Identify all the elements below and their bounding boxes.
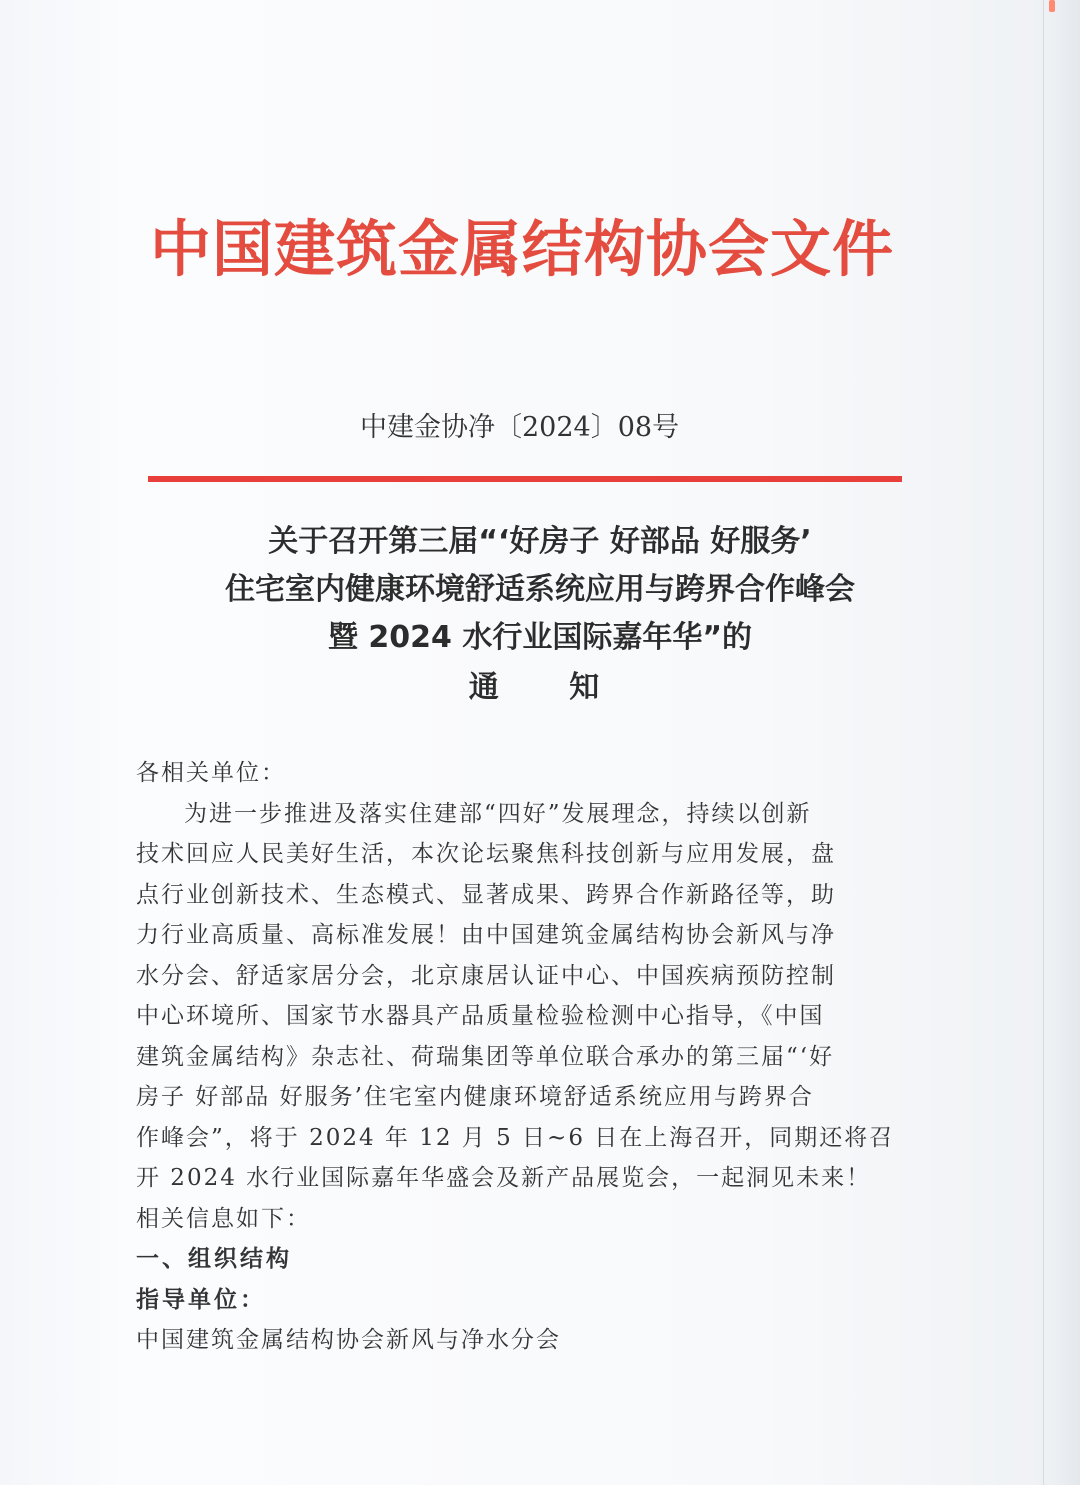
body-line: 相关信息如下： xyxy=(136,1205,311,1232)
body-line: 建筑金属结构》杂志社、荷瑞集团等单位联合承办的第三届“‘好 xyxy=(136,1043,835,1070)
notice-title-line-3: 暨 2024 水行业国际嘉年华”的 xyxy=(327,620,753,655)
body-line: 为进一步推进及落实住建部“四好”发展理念，持续以创新 xyxy=(184,800,812,827)
section-heading: 一、组织结构 xyxy=(136,1245,292,1272)
corner-mark xyxy=(1049,0,1055,12)
page-edge-line xyxy=(1043,0,1044,1485)
notice-title-line-2: 住宅室内健康环境舒适系统应用与跨界合作峰会 xyxy=(225,572,855,607)
notice-title-line-1: 关于召开第三届“‘好房子 好部品 好服务’ xyxy=(268,524,812,559)
body-line: 房子 好部品 好服务’住宅室内健康环境舒适系统应用与跨界合 xyxy=(136,1084,814,1110)
red-divider-rule xyxy=(148,476,902,482)
body-line: 力行业高质量、高标准发展！由中国建筑金属结构协会新风与净 xyxy=(136,922,836,948)
notice-title-line-4: 通 知 xyxy=(468,670,630,705)
body-line: 水分会、舒适家居分会，北京康居认证中心、中国疾病预防控制 xyxy=(136,962,836,989)
page-edge-shadow xyxy=(1034,0,1080,1485)
notice-body xyxy=(136,753,904,1361)
body-line: 作峰会”，将于 2024 年 12 月 5 日~6 日在上海召开，同期还将召 xyxy=(136,1124,895,1151)
salutation-line: 各相关单位： xyxy=(136,760,286,786)
body-line: 开 2024 水行业国际嘉年华盛会及新产品展览会，一起洞见未来！ xyxy=(136,1165,872,1191)
subsection-heading: 指导单位： xyxy=(136,1285,266,1313)
body-line: 点行业创新技术、生态模式、显著成果、跨界合作新路径等，助 xyxy=(136,881,836,908)
body-line: 技术回应人民美好生活，本次论坛聚焦科技创新与应用发展，盘 xyxy=(136,841,836,867)
notice-title xyxy=(130,518,950,712)
body-line: 中心环境所、国家节水器具产品质量检验检测中心指导，《中国 xyxy=(136,1003,825,1029)
body-line: 中国建筑金属结构协会新风与净水分会 xyxy=(136,1327,561,1353)
document-header-title: 中国建筑金属结构协会文件 xyxy=(150,214,895,285)
document-number: 中建金协净〔2024〕08号 xyxy=(360,412,680,443)
